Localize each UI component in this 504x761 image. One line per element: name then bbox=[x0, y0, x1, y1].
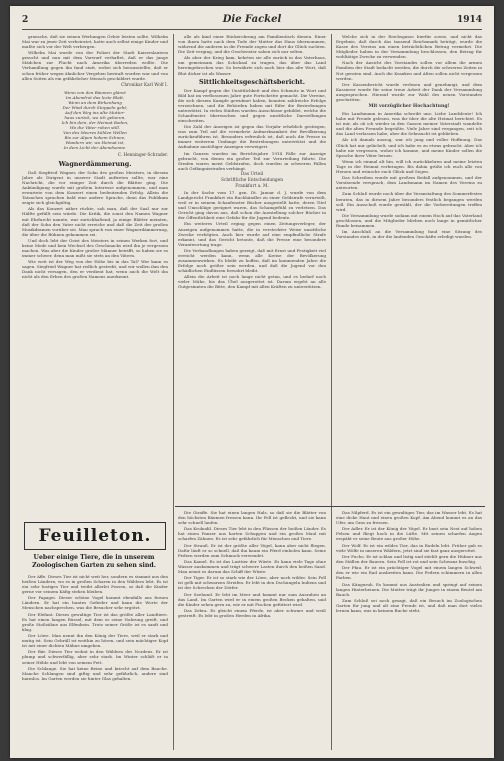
paragraph: In der Sache vom 17. gen. Dt. Januar d. J. wurde von dem Landgericht Frankfurt ein Buchhändler zu einer Geldstrafe verurteilt, weil er in seinem Schaufenster Bücher ausgestellt hatte, deren Titel und Umschläge geeignet waren, das Schamgefühl zu verletzen. Das Gericht ging davon aus, daß schon die Ausstellung solcher Bücher in der Öffentlichkeit eine Gefahr für die Jugend bedeute. bbox=[178, 190, 326, 221]
poem-line: Auf den Weg ins alte Mutter- bbox=[65, 109, 125, 115]
paragraph: Der Bär. Dieses Tier wohnt in den Wäldern des Nordens. Er ist plump und schwerfällig, aber sehr stark. Im Winter schläft er in seiner Höhle und lebt von seinem Fett. bbox=[22, 649, 168, 665]
paragraph: Die Giraffe. Sie hat einen langen Hals, so daß sie die Blätter von den höchsten Bäumen fressen kann. Ihr Fell ist gefleckt, und sie kann sehr schnell laufen. bbox=[178, 510, 326, 526]
poem-line: Wo die Väter ruhen still. bbox=[69, 124, 121, 130]
paragraph: Das Schreiben wurde mit großem Beifall aufgenommen, und der Vorsitzende versprach, dem Landsmann im Namen des Vereins zu antworten. bbox=[336, 175, 482, 191]
paragraph: Das Kamel. Es ist das Lasttier der Wüste. Es kann viele Tage ohne Wasser auskommen und trägt schwere Lasten durch den heißen Sand. Man nennt es darum das Schiff der Wüste. bbox=[178, 558, 326, 575]
poem-line: Von des Meeres kühlen Wellen bbox=[63, 129, 127, 135]
paragraph: Der Adler. Er ist der König der Vögel. Er baut sein Nest auf hohen Felsen und fliegt hoch in die Lüfte. Mit seinen scharfen Augen erspäht er seine Beute aus großer Höhe. bbox=[336, 526, 482, 542]
paragraph: Das Krokodil. Dieses Tier lebt in den Flüssen der heißen Länder. Es hat einen Panzer aus harten Schuppen und ein großes Maul mit scharfen Zähnen. Es ist sehr gefährlich für Menschen und Tiere. bbox=[178, 526, 326, 542]
column-rule-1 bbox=[173, 34, 174, 750]
subheading: Das Urteil bbox=[240, 171, 264, 177]
article-subheading: Mit vorzüglicher Hochachtung! bbox=[368, 103, 450, 109]
paragraph: Wilhelm Mai wurde von der Polizei der Stadt Kaiserslautern gesucht und nun mit dem Vorwurf verhaftet, daß er das junge Mädchen zur Flucht nach Amerika überreden wollte. Die Verhandlung gegen ihn fand statt, wobei sich herausstellte, daß er schon früher wegen ähnlicher Vergehen bestraft worden war und von allen Seiten als ein gefährlicher Mensch geschildert wurde. bbox=[22, 50, 168, 81]
paragraph: Der Wolf. Er ist ein wildes Tier, das in Rudeln lebt. Früher gab es viele Wölfe in unseren Wäldern, jetzt sind sie fast ganz ausgerottet. bbox=[336, 542, 482, 553]
section-rule bbox=[175, 506, 485, 507]
newspaper-title: Die Fackel bbox=[222, 14, 282, 25]
paragraph: Der Elefant. Dieses gewaltige Tier ist das größte aller Landtiere. Es hat einen langen Rüssel, mit dem es seine Nahrung greift, und große Stoßzähne aus Elfenbein. Trotz seiner Größe ist es sanft und klug. bbox=[22, 611, 168, 632]
poem-line: haus zurück, wo ich geboren, bbox=[64, 114, 126, 120]
paragraph: Der Löwe. Man nennt ihn den König der Tiere, weil er stark und mutig ist. Sein Gebrüll ist weithin zu hören, und sein mächtiger Kopf ist mit einer dichten Mähne umgeben. bbox=[22, 633, 168, 649]
poem-line: Im Abendrot das lezte Blatt, bbox=[65, 94, 125, 100]
paragraph: Im Anschluß an die Versammlung fand eine Sitzung des Vorstandes statt, in der die laufenden Geschäfte erledigt wurden. bbox=[336, 229, 482, 240]
page-year: 1914 bbox=[456, 15, 482, 25]
paragraph: Als aber der Krieg kam, kehrten sie alle zurück in das Vaterhaus, um gemeinsam das Schicksal zu tragen, das über das Land hereingebrochen war. So bewährte sich auch hier das alte Wort, daß Blut dicker ist als Wasser. bbox=[178, 55, 326, 76]
feuilleton-column-3 bbox=[336, 510, 482, 750]
paragraph: Der Strauß. Er ist der größte aller Vögel, kann aber nicht fliegen. Dafür läuft er so schnell, daß ihn kaum ein Pferd einholen kann. Seine Federn werden zum Schmuck verwendet. bbox=[178, 542, 326, 558]
paragraph: Wie weit ist der Weg von der Höhe bis in das Tal? Wer kann es sagen. Siegfried Wagner hat redlich gestrebt, und wir wollen ihm den Dank nicht versagen, den er verdient hat, wenn auch die Welt ihn nicht als den Erben des großen Namens anerkennt. bbox=[22, 259, 168, 280]
paragraph: Der Kampf gegen die Unsittlichkeit und den Schmutz in Wort und Bild hat im verflossenen Jahre gute Fortschritte gemacht. Die Vereine, die sich diesem Kampfe gewidmet haben, konnten zahlreiche Erfolge verzeichnen, und die Behörden haben mit Eifer die Bestrebungen unterstützt. In vielen Städten wurden Ausschüsse gebildet, welche die Schaufenster überwachen und gegen unsittliche Darstellungen einschreiten. bbox=[178, 87, 326, 123]
paragraph: Allein die Arbeit ist noch lange nicht getan, und es bedarf noch vieler Mühe, bis das Übel ausgerottet ist. Darum ergeht an alle Gutgesinnten die Bitte, den Kampf mit allen Kräften zu unterstützen. bbox=[178, 274, 326, 290]
signature: C. Henninger-Schrader. bbox=[117, 151, 168, 157]
page-number: 2 bbox=[22, 15, 29, 25]
paragraph: Welche sich in der Reichsgasse hierfür sowie, und nicht das Ergebnis, daß durch das tausend Reichsmark beträgt, wurde die Kasse des Vereins um einen beträchtlichen Betrag vermehrt. Die Mitglieder haben in der Versammlung beschlossen, den Betrag für wohltätige Zwecke zu verwenden. bbox=[336, 34, 482, 60]
paragraph: Der Kassenbericht wurde verlesen und genehmigt, und dem Kassierer wurde für seine treue Arbeit der Dank der Versammlung ausgesprochen. Hierauf wurde zur Wahl des neuen Vorstandes geschritten. bbox=[336, 81, 482, 102]
newspaper-page bbox=[10, 6, 494, 758]
paragraph: Daß Siegfried Wagner, der Sohn des großen Meisters, in diesem Jahre als Dirigent in unserer Stadt auftreten sollte, war eine Nachricht, die vor einiger Zeit durch die Blätter ging. Die Ankündigung wurde mit großem Interesse aufgenommen, und man erwartete von dem Konzert einen bedeutenden Erfolg. Allein die Tatsachen sprachen bald eine andere Sprache, denn das Publikum zeigte sich gleichgültig. bbox=[22, 169, 168, 206]
article-heading: Wagnerdämmerung. bbox=[58, 159, 132, 168]
paragraph: Der Pfau. Er ist ein prächtiger Vogel mit einem langen Schweif, den er wie ein Rad ausbreiten kann. Die Federn schimmern in allen Farben. bbox=[336, 565, 482, 581]
poem-line: Wenn von den Bäumen glänzt bbox=[64, 89, 126, 95]
paragraph: Und doch lebt der Geist des Meisters in seinen Werken fort, und keine Mode und kein Wechsel des Geschmacks wird ihn je vergessen machen. Was aber die Kinder großer Männer betrifft, so haben sie es immer schwer, denn man mißt sie stets an den Vätern. bbox=[22, 237, 168, 259]
paragraph: Im Ganzen wurden im Berichtsjahre 1914 Fälle zur Anzeige gebracht, von denen ein großer Teil zur Verurteilung führte. Die Strafen waren meist Geldstrafen, doch wurden in schweren Fällen auch Gefängnisstrafen verhängt. bbox=[178, 150, 326, 171]
paragraph: Die Versammlung wurde sodann mit einem Hoch auf das Vaterland geschlossen, und die Mitglieder blieben noch lange in gemütlicher Runde beisammen. bbox=[336, 212, 482, 228]
column-rule-2 bbox=[331, 34, 332, 750]
paragraph: Ein weiteres Urteil erging gegen einen Zeitungsverleger, der Anzeigen aufgenommen hatte, die in versteckter Weise unsittliche Zwecke verfolgten. Auch hier wurde auf eine empfindliche Strafe erkannt, und das Gericht betonte, daß die Presse eine besondere Verantwortung trage. bbox=[178, 221, 326, 247]
paragraph: alle als kind einer Rückerobrung am Familientisch dienen. Einer von ihnen hatte nach dem Tode der Mutter das Haus übernommen, während die anderen in die Fremde zogen und dort ihr Glück suchten. Die Zeit verging, und die Geschwister sahen sich nur selten. bbox=[178, 34, 326, 55]
feuilleton-column-1 bbox=[22, 574, 168, 750]
paragraph: Der Tiger. Er ist so stark wie der Löwe, aber noch wilder. Sein Fell ist gelb mit schwarzen Streifen. Er lebt in den Dschungeln Indiens und ist der Schrecken der Dörfer. bbox=[178, 575, 326, 591]
poem-line: Ich bin dein, der Heimat Boden, bbox=[61, 119, 129, 125]
poem bbox=[22, 90, 168, 150]
paragraph: Der Papagei. Dieser schöne Vogel kommt ebenfalls aus fernen Ländern. Er hat ein buntes Gefieder und kann die Worte der Menschen nachsprechen, was die Besucher sehr ergötzt. bbox=[22, 595, 168, 611]
page-header bbox=[22, 15, 482, 30]
paragraph: Das Nilpferd. Es ist ein gewaltiges Tier, das im Wasser lebt. Es hat eine dicke Haut und einen großen Kopf. Am Abend kommt es an das Ufer, um Gras zu fressen. bbox=[336, 510, 482, 526]
paragraph: Ein Landsmann in Amerika schreibt uns: Liebe Landsleute! Ich habe mit Freude gelesen, was ihr über die alte Heimat berichtet. Es ist mir, als ob ich wieder in den Gassen meiner Vaterstadt wandelte und die alten Freunde begrüßte. Viele Jahre sind vergangen, seit ich das Land verlassen habe, aber die Sehnsucht ist geblieben. bbox=[336, 111, 482, 137]
paragraph: Wenn ich einmal alt bin, will ich zurückkehren und meine letzten Tage in der Heimat verbringen. Bis dahin grüße ich euch alle von Herzen und wünsche euch Glück und Segen. bbox=[336, 158, 482, 174]
paragraph: Das Zebra. Es gleicht einem Pferde, ist aber schwarz und weiß gestreift. Es lebt in großen Herden in Afrika. bbox=[178, 607, 326, 619]
paragraph: Die Schlange. Sie hat keine Beine und kriecht auf dem Bauche. Manche Schlangen sind giftig und sehr gefährlich, andere sind harmlos. Im Garten werden sie hinter Glas gehalten. bbox=[22, 665, 168, 681]
poem-line: In dem Licht der Abendsonne. bbox=[63, 144, 127, 150]
poem-line: Wandern wir, wo Heimat ist, bbox=[65, 139, 125, 145]
feuilleton-column-2 bbox=[178, 510, 326, 750]
paragraph: Die Zahl der Anzeigen ist gegen das Vorjahr erheblich gestiegen, was zum Teil auf die vermehrte Aufmerksamkeit der Bevölkerung zurückzuführen ist. Besonders erfreulich ist, daß auch die Presse in immer weiterem Umfange die Bestrebungen unterstützt und die Aufnahme anstößiger Anzeigen verweigert. bbox=[178, 124, 326, 150]
column-1 bbox=[22, 34, 168, 516]
column-3 bbox=[336, 34, 482, 502]
paragraph: Als ich damals auszog, war ich jung und voller Hoffnung. Das Glück hat mir gelächelt, und ich habe es zu etwas gebracht. Aber ich habe nie vergessen, woher ich komme, und meine Kinder sollen die Sprache ihrer Väter lernen. bbox=[336, 137, 482, 158]
paragraph: Nach der Ansicht des Vorstandes sollen vor allem die armen Familien der Stadt bedacht werden, die durch die schweren Zeiten in Not geraten sind. Auch die Kranken und Alten sollen nicht vergessen werden. bbox=[336, 60, 482, 81]
column-2 bbox=[178, 34, 326, 502]
paragraph: Der Affe. Dieses Tier ist nicht weit her, sondern es stammt aus den heißen Ländern, wo es in großen Scharen in den Wäldern lebt. Es ist ein sehr lustiges Tier und treibt allerlei Possen, so daß die Kinder gerne vor seinem Käfig stehen bleiben. bbox=[22, 574, 168, 595]
paragraph: Der Fuchs. Er ist schlau und listig und stiehlt gern die Hühner aus den Ställen der Bauern. Sein Fell ist rot und sein Schwanz buschig. bbox=[336, 553, 482, 564]
poem-line: Wenn an dem Birkenhang bbox=[68, 99, 122, 105]
feuilleton-title: Feuilleton. bbox=[24, 522, 166, 550]
poem-line: Bis zur Alpen hohem Schnee, bbox=[64, 134, 126, 140]
paragraph: Zum Schluß wurde noch über die Veranstaltung des Sommerfestes beraten, das in diesem Jahre besonders festlich begangen werden soll. Ein Ausschuß wurde gewählt, der die Vorbereitungen treffen wird. bbox=[336, 191, 482, 212]
paragraph: Das Känguruh. Es kommt aus Australien und springt auf seinen langen Hinterbeinen. Die Mutter trägt ihr Junges in einem Beutel am Bauch. bbox=[336, 581, 482, 597]
paragraph: Zum Schluß sei noch gesagt, daß ein Besuch im Zoologischen Garten für jung und alt eine Freude ist, und daß man dort vieles lernen kann, was in keinem Buche steht. bbox=[336, 597, 482, 613]
signature: Chronikar Karl Wolf I. bbox=[121, 81, 168, 87]
paragraph: Als das Konzert näher rückte, sah man, daß der Saal nur zur Hälfte gefüllt sein würde. Die Kritik, die sonst den Namen Wagner mit Ehrfurcht nannte, war zurückhaltend, ja einige Blätter meinten, daß der Sohn den Vater nicht erreiche und daß die Zeit der großen Musikdramen vorüber sei. Man sprach von einer Wagnerdämmerung, die über die Bühnen gekommen sei. bbox=[22, 206, 168, 237]
paragraph: Der Seehund. Er lebt im Meer und kommt nur zum Ausruhen an das Land. Im Garten wird er in einem großen Becken gehalten, und die Kinder sehen gern zu, wie er mit Fischen gefüttert wird. bbox=[178, 591, 326, 607]
article-heading: Sittlichkeitsgeschäftsbericht. bbox=[199, 77, 305, 86]
feuilleton-headline: Ueber einige Tiere, die in unserem Zoologischen Garten zu sehen sind. bbox=[32, 554, 156, 570]
poem-line: Der Wind durch Stoppeln geht; bbox=[62, 104, 128, 110]
subheading: Schriftliche Entscheidungen bbox=[221, 177, 283, 183]
paragraph: Die Verhandlungen haben gezeigt, daß mit Ernst und Festigkeit viel erreicht werden kann, wenn alle Kreise der Bevölkerung zusammenwirken. Es bleibt zu hoffen, daß im kommenden Jahre die Erfolge noch größer sein werden, und daß die Jugend vor den schädlichen Einflüssen bewahrt bleibt. bbox=[178, 247, 326, 274]
paragraph: grausche, daß sie seinen Werbungen Gehör leisten sollte. Wilhelm Mai war zu jener Zeit verheiratet, hatte auch selbst einige Kinder und mußte sich vor der Welt verbergen. bbox=[22, 34, 168, 50]
subheading: Frankfurt a. M. bbox=[235, 183, 269, 189]
